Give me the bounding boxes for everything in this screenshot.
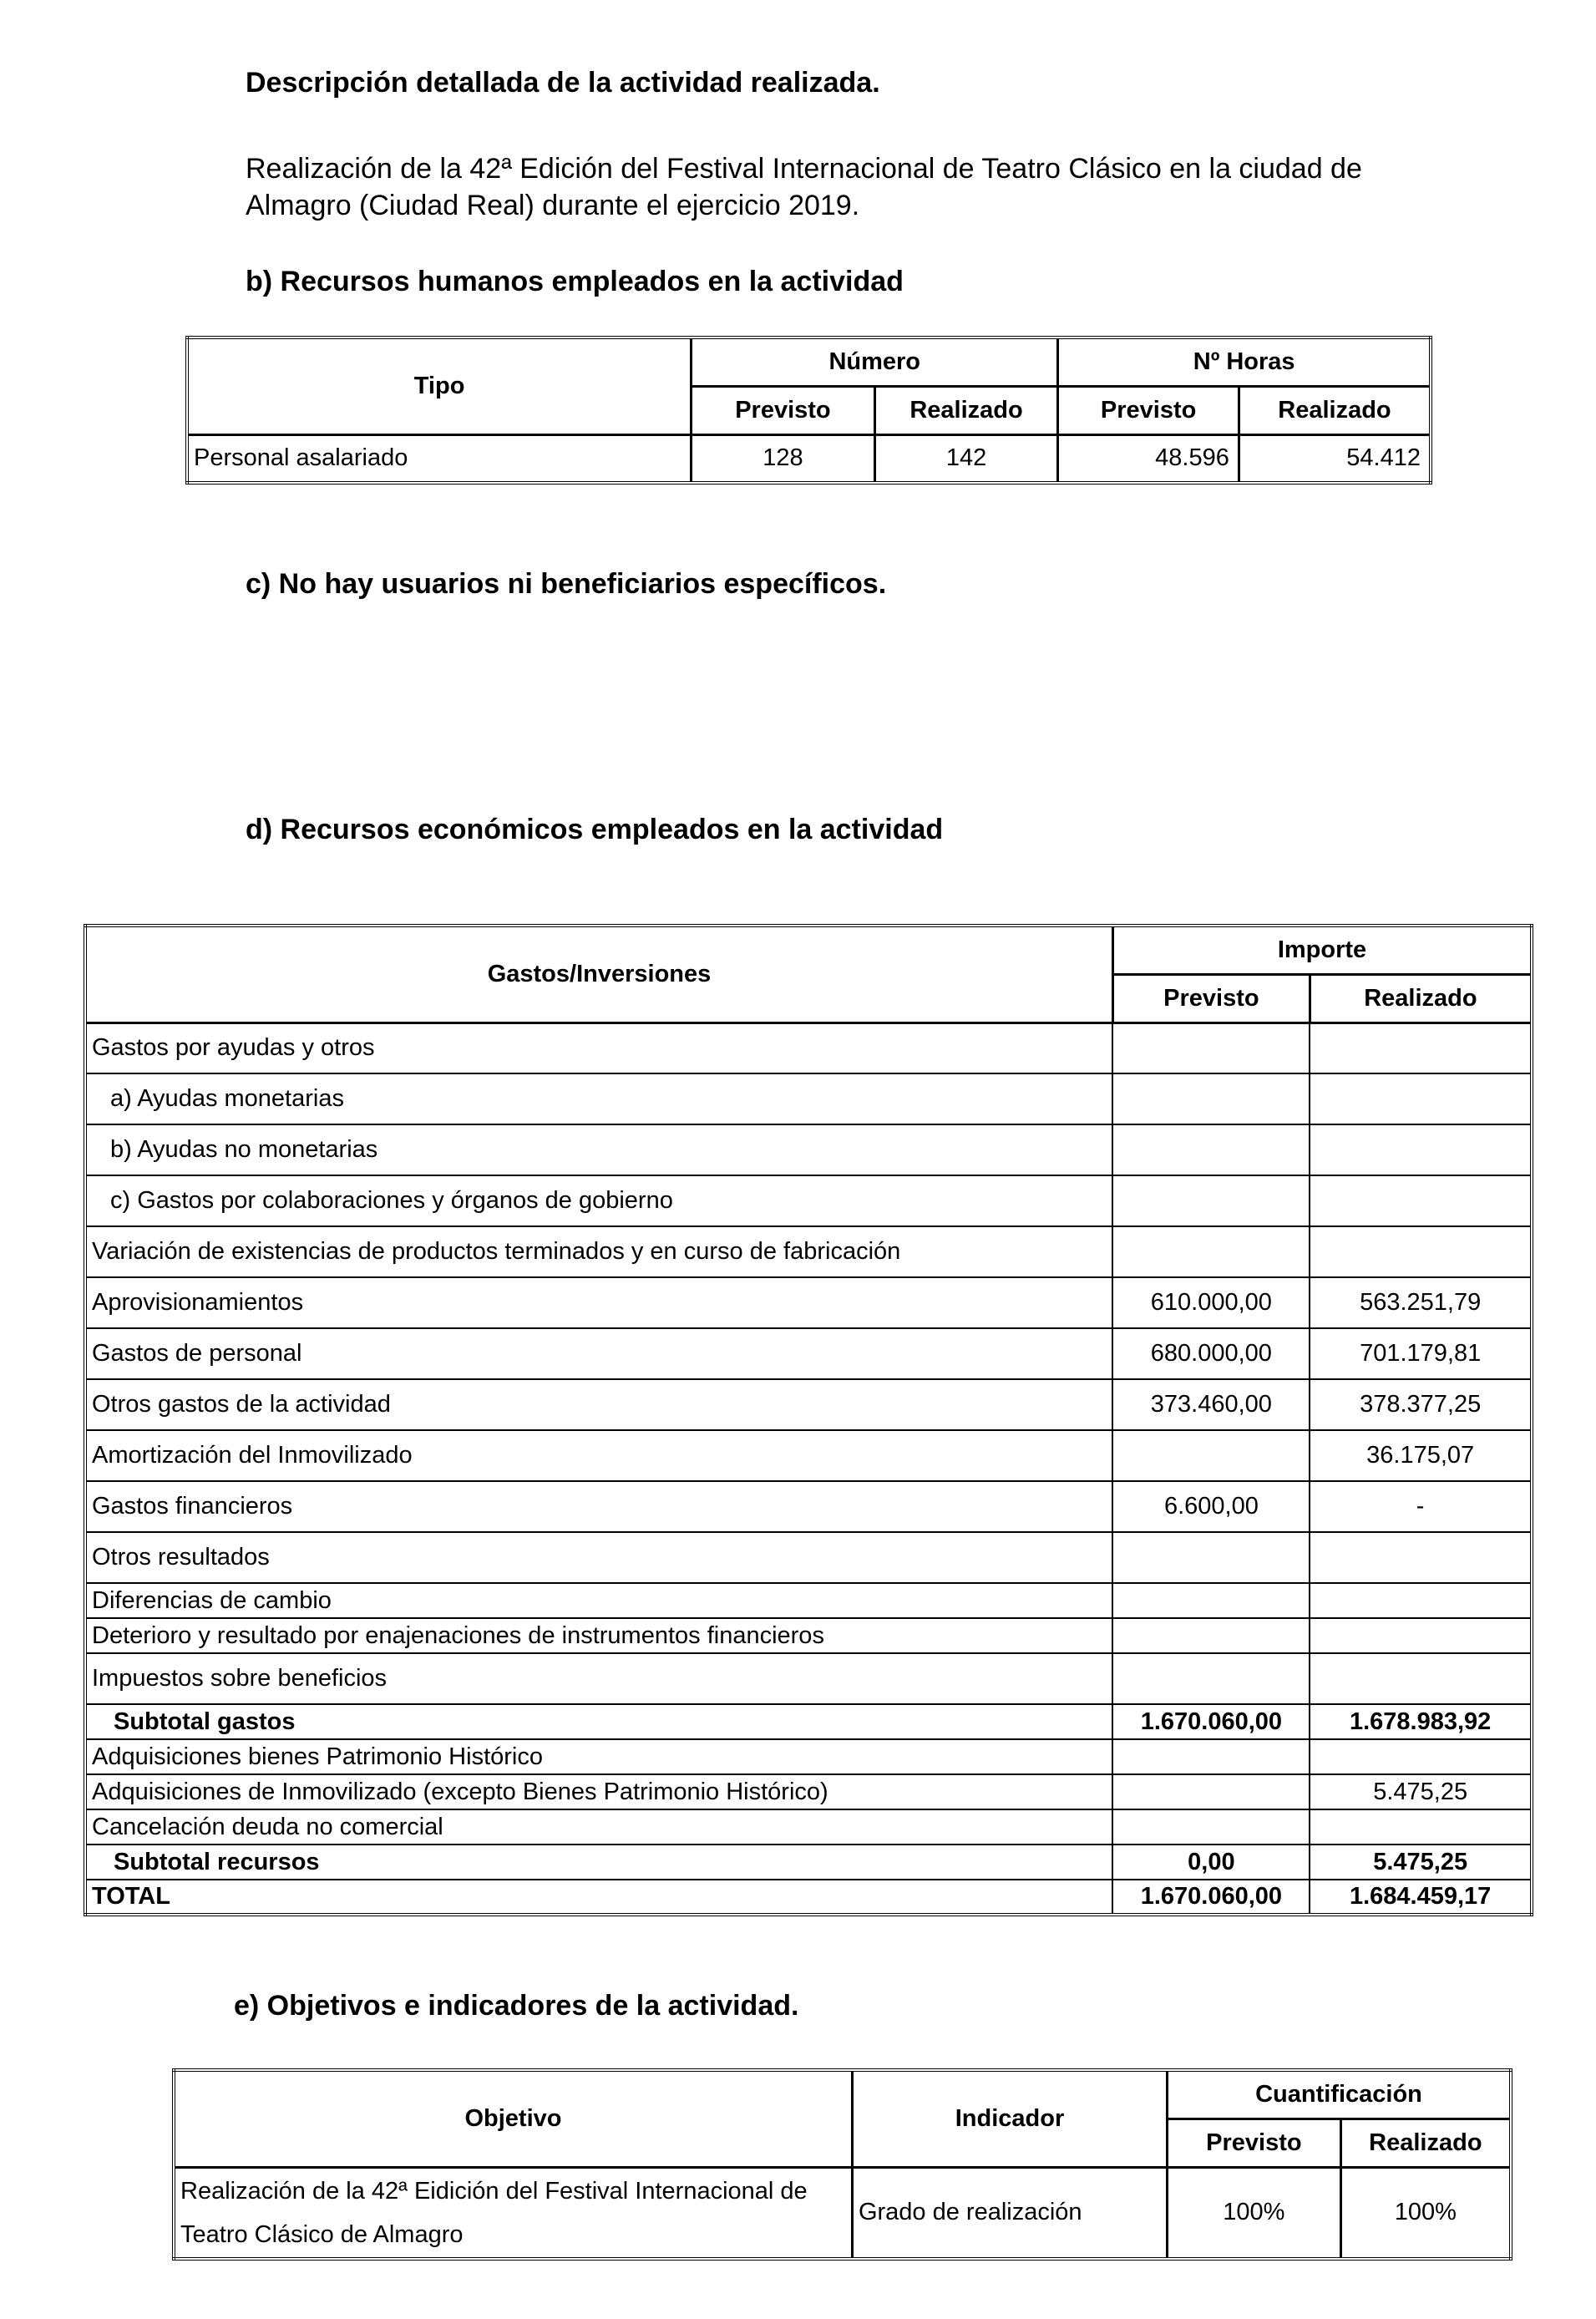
table-row <box>85 1073 1532 1124</box>
header-cuantificacion: Cuantificación <box>1168 2070 1511 2119</box>
row-realizado: - <box>1310 1481 1532 1532</box>
row-realizado: 1.684.459,17 <box>1310 1880 1532 1915</box>
subtotal-gastos-row <box>85 1704 1532 1739</box>
row-label: Otros resultados <box>85 1532 1112 1583</box>
section-d-title: d) Recursos económicos empleados en la actividad <box>246 814 944 845</box>
cell-realizado: 100% <box>1340 2167 1511 2259</box>
cell-num-previsto: 128 <box>692 434 875 483</box>
header-objetivo: Objetivo <box>174 2070 852 2167</box>
header-indicador: Indicador <box>852 2070 1167 2167</box>
header-importe: Importe <box>1112 926 1532 974</box>
cell-tipo: Personal asalariado <box>187 434 692 483</box>
row-previsto <box>1112 1124 1310 1175</box>
header-num-realizado: Realizado <box>874 386 1058 434</box>
header-previsto: Previsto <box>1112 974 1310 1022</box>
row-previsto <box>1112 1774 1310 1809</box>
table-row <box>85 1430 1532 1481</box>
row-previsto <box>1112 1618 1310 1653</box>
row-previsto <box>1112 1430 1310 1481</box>
table-row <box>85 1124 1532 1175</box>
header-numero: Número <box>692 337 1058 386</box>
row-realizado: 1.678.983,92 <box>1310 1704 1532 1739</box>
table-row <box>85 1379 1532 1430</box>
row-previsto: 0,00 <box>1112 1845 1310 1880</box>
section-a-title: Descripción detallada de la actividad realizada. <box>246 67 880 99</box>
row-label: Amortización del Inmovilizado <box>85 1430 1112 1481</box>
row-realizado: 5.475,25 <box>1310 1845 1532 1880</box>
row-realizado <box>1310 1653 1532 1704</box>
row-label: Otros gastos de la actividad <box>85 1379 1112 1430</box>
header-tipo: Tipo <box>187 337 692 434</box>
row-realizado <box>1310 1809 1532 1845</box>
row-label: Subtotal recursos <box>85 1845 1112 1880</box>
row-label: a) Ayudas monetarias <box>85 1073 1112 1124</box>
header-horas-realizado: Realizado <box>1239 386 1431 434</box>
row-previsto <box>1112 1739 1310 1774</box>
row-previsto <box>1112 1809 1310 1845</box>
row-realizado: 36.175,07 <box>1310 1430 1532 1481</box>
table-row <box>85 1774 1532 1809</box>
row-label: Subtotal gastos <box>85 1704 1112 1739</box>
row-previsto: 680.000,00 <box>1112 1328 1310 1379</box>
row-label: Variación de existencias de productos terminados y en curso de fabricación <box>85 1226 1112 1277</box>
table-row <box>187 434 1431 483</box>
table-row <box>85 1175 1532 1226</box>
row-realizado <box>1310 1618 1532 1653</box>
table-row <box>85 1532 1532 1583</box>
row-previsto <box>1112 1532 1310 1583</box>
row-realizado <box>1310 1226 1532 1277</box>
table-row <box>85 1226 1532 1277</box>
row-realizado <box>1310 1073 1532 1124</box>
row-label: b) Ayudas no monetarias <box>85 1124 1112 1175</box>
row-realizado <box>1310 1022 1532 1073</box>
objectives-table <box>172 2068 1512 2261</box>
row-label: TOTAL <box>85 1880 1112 1915</box>
row-previsto <box>1112 1073 1310 1124</box>
table-row <box>85 1481 1532 1532</box>
header-horas-previsto: Previsto <box>1058 386 1239 434</box>
row-previsto: 6.600,00 <box>1112 1481 1310 1532</box>
table-row <box>85 1328 1532 1379</box>
row-realizado: 378.377,25 <box>1310 1379 1532 1430</box>
section-e-title: e) Objetivos e indicadores de la actividad. <box>234 1990 799 2022</box>
header-realizado: Realizado <box>1340 2119 1511 2167</box>
header-gastos: Gastos/Inversiones <box>85 926 1112 1022</box>
row-label: Gastos de personal <box>85 1328 1112 1379</box>
header-previsto: Previsto <box>1168 2119 1341 2167</box>
row-previsto: 373.460,00 <box>1112 1379 1310 1430</box>
cell-horas-previsto: 48.596 <box>1058 434 1239 483</box>
row-realizado: 5.475,25 <box>1310 1774 1532 1809</box>
row-label: Adquisiciones bienes Patrimonio Histórico <box>85 1739 1112 1774</box>
total-row <box>85 1880 1532 1915</box>
table-row <box>85 1022 1532 1073</box>
row-label: Gastos por ayudas y otros <box>85 1022 1112 1073</box>
row-realizado <box>1310 1739 1532 1774</box>
cell-objetivo: Realización de la 42ª Eidición del Festival Internacional de Teatro Clásico de Almagro <box>174 2167 852 2259</box>
row-previsto <box>1112 1175 1310 1226</box>
header-num-previsto: Previsto <box>692 386 875 434</box>
table-row <box>85 1653 1532 1704</box>
row-previsto <box>1112 1653 1310 1704</box>
table-row <box>85 1809 1532 1845</box>
header-horas: Nº Horas <box>1058 337 1431 386</box>
row-realizado <box>1310 1175 1532 1226</box>
section-a-text: Realización de la 42ª Edición del Festival Internacional de Teatro Clásico en la ciudad de Almagro (Ciudad Real) durante el ejercicio 2019. <box>246 153 1362 221</box>
cell-horas-realizado: 54.412 <box>1239 434 1431 483</box>
row-label: Cancelación deuda no comercial <box>85 1809 1112 1845</box>
row-label: Diferencias de cambio <box>85 1583 1112 1618</box>
row-label: Impuestos sobre beneficios <box>85 1653 1112 1704</box>
row-label: Gastos financieros <box>85 1481 1112 1532</box>
row-label: c) Gastos por colaboraciones y órganos de gobierno <box>85 1175 1112 1226</box>
row-label: Deterioro y resultado por enajenaciones de instrumentos financieros <box>85 1618 1112 1653</box>
cell-previsto: 100% <box>1168 2167 1341 2259</box>
row-previsto <box>1112 1226 1310 1277</box>
section-c-title: c) No hay usuarios ni beneficiarios específicos. <box>246 568 887 600</box>
row-previsto: 1.670.060,00 <box>1112 1704 1310 1739</box>
section-b-title: b) Recursos humanos empleados en la actividad <box>246 266 904 297</box>
table-row <box>85 1618 1532 1653</box>
cell-indicador: Grado de realización <box>852 2167 1167 2259</box>
subtotal-recursos-row <box>85 1845 1532 1880</box>
row-realizado: 701.179,81 <box>1310 1328 1532 1379</box>
row-previsto: 1.670.060,00 <box>1112 1880 1310 1915</box>
row-realizado <box>1310 1583 1532 1618</box>
row-label: Aprovisionamientos <box>85 1277 1112 1328</box>
row-realizado: 563.251,79 <box>1310 1277 1532 1328</box>
row-previsto: 610.000,00 <box>1112 1277 1310 1328</box>
row-label: Adquisiciones de Inmovilizado (excepto Bienes Patrimonio Histórico) <box>85 1774 1112 1809</box>
table-row <box>174 2167 1511 2259</box>
row-realizado <box>1310 1124 1532 1175</box>
row-previsto <box>1112 1022 1310 1073</box>
row-previsto <box>1112 1583 1310 1618</box>
cell-num-realizado: 142 <box>874 434 1058 483</box>
row-realizado <box>1310 1532 1532 1583</box>
table-row <box>85 1739 1532 1774</box>
header-realizado: Realizado <box>1310 974 1532 1022</box>
table-row <box>85 1277 1532 1328</box>
human-resources-table <box>185 336 1432 485</box>
economic-resources-table <box>84 924 1533 1916</box>
table-row <box>85 1583 1532 1618</box>
